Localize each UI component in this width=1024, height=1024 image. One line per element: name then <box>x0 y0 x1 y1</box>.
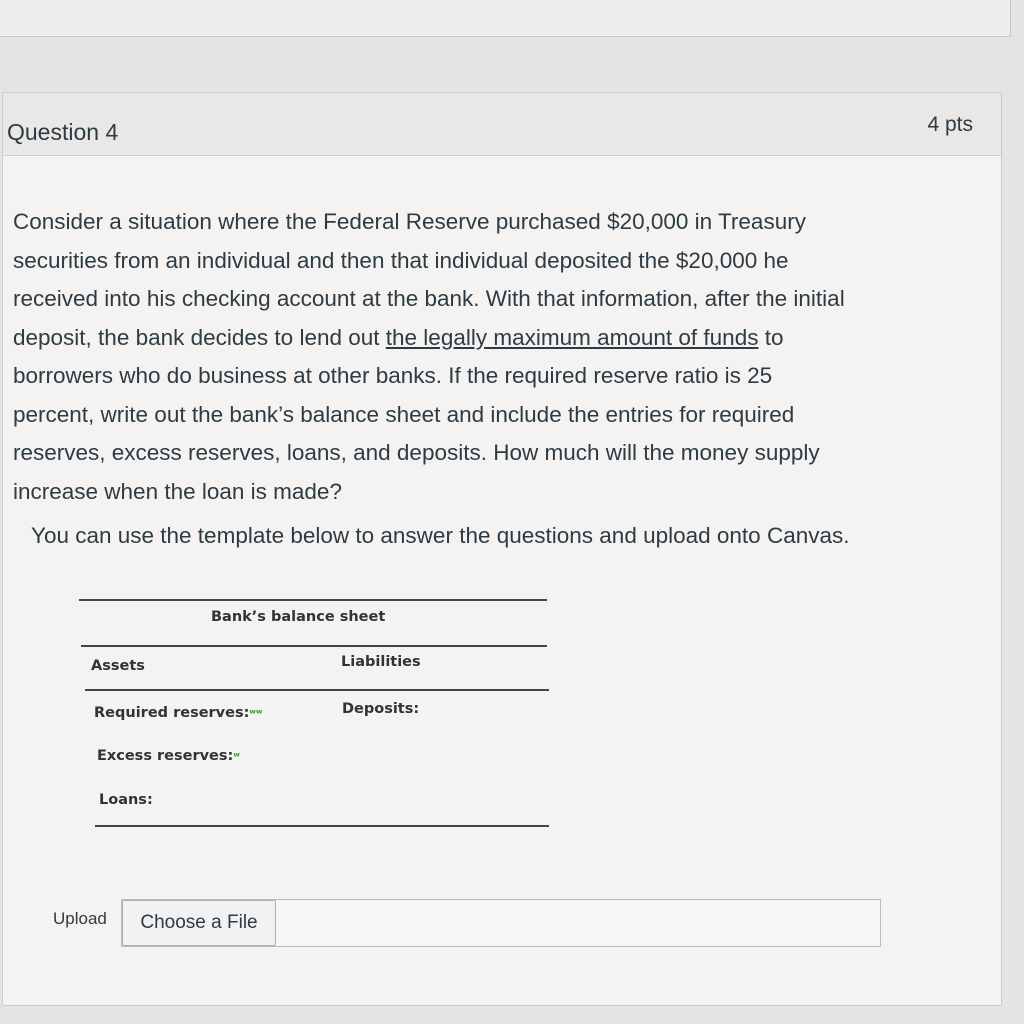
spellcheck-squiggle-icon: ʷ <box>233 750 240 763</box>
question-line: percent, write out the bank’s balance sheet and include the entries for required <box>13 401 795 427</box>
loans-label: Loans: <box>99 792 153 808</box>
question-line: received into his checking account at the bank. With that information, after the initial <box>13 286 845 311</box>
underlined-phrase: the legally maximum amount of funds <box>385 324 759 350</box>
file-upload-field[interactable] <box>121 899 881 947</box>
previous-question-bottom <box>0 0 1011 37</box>
choose-file-button[interactable]: Choose a File <box>122 900 276 946</box>
question-line: borrowers who do business at other banks. If the required reserve ratio is 25 <box>13 363 773 388</box>
question-line: Consider a situation where the Federal Reserve purchased $20,000 in Treasury <box>13 209 806 234</box>
sheet-title: Bank’s balance sheet <box>211 609 386 625</box>
sheet-top-rule <box>79 599 547 601</box>
upload-row <box>53 899 883 955</box>
question-line-part: deposit, the bank decides to lend out <box>13 324 386 350</box>
balance-sheet-template <box>79 593 549 833</box>
question-text <box>13 203 988 511</box>
question-line-part: to <box>758 324 784 350</box>
question-card <box>2 92 1002 1006</box>
excess-reserves-text: Excess reserves: <box>97 748 234 764</box>
question-header <box>3 93 1001 156</box>
liabilities-header: Liabilities <box>341 654 421 670</box>
question-line: increase when the loan is made? <box>13 478 342 504</box>
required-reserves-label <box>94 705 262 721</box>
question-points: 4 pts <box>927 113 973 136</box>
sheet-bottom-rule <box>95 825 549 827</box>
question-line: securities from an individual and then that individual deposited the $20,000 he <box>13 247 789 273</box>
sheet-header-rule <box>81 645 547 647</box>
question-title: Question 4 <box>7 119 119 145</box>
deposits-label: Deposits: <box>342 701 420 717</box>
upload-label: Upload <box>53 909 107 928</box>
excess-reserves-label <box>97 748 240 764</box>
question-line: reserves, excess reserves, loans, and deposits. How much will the money supply <box>13 440 820 465</box>
required-reserves-text: Required reserves: <box>94 705 250 721</box>
sheet-column-rule <box>85 689 549 691</box>
spellcheck-squiggle-icon: ʷʷ <box>249 707 263 720</box>
question-line <box>13 319 988 358</box>
question-note: You can use the template below to answer the questions and upload onto Canvas. <box>31 523 850 548</box>
assets-header: Assets <box>91 658 145 674</box>
